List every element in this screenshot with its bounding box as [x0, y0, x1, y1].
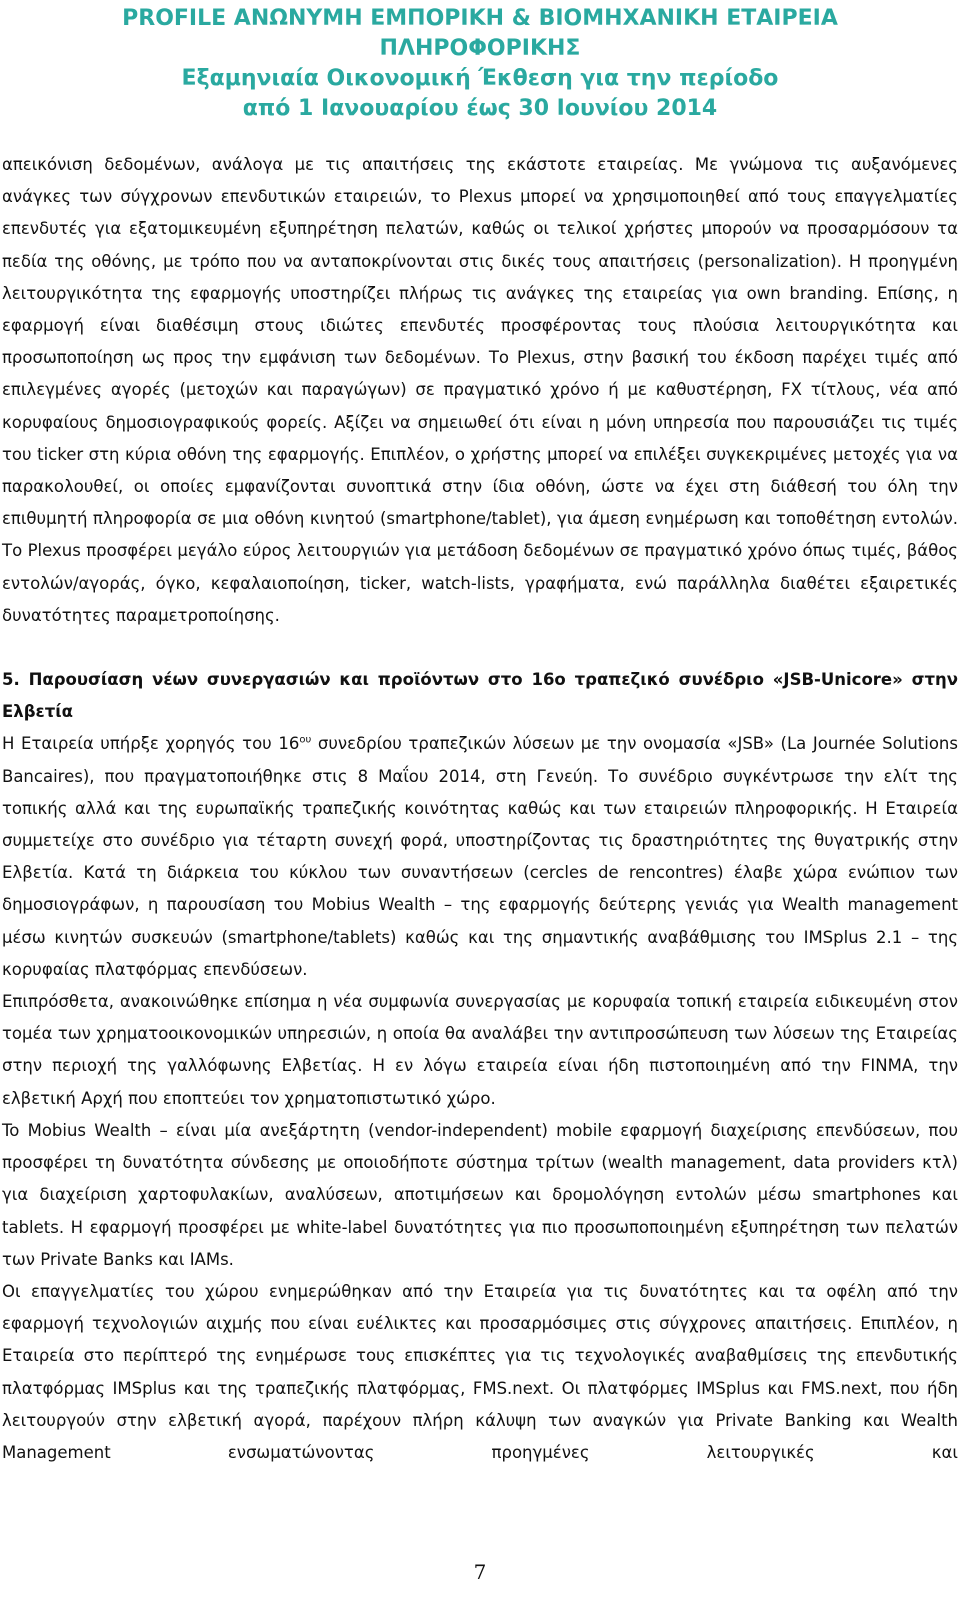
paragraph-mobius-wealth: To Mobius Wealth – είναι μία ανεξάρτητη (vendor-independent) mobile εφαρμογή διαχείρισης επενδύσεων, που προσφέρει τη δυνατότητα σύνδεσης με οποιοδήποτε σύστημα τρίτων (wealth management, data providers κτλ) για διαχείριση χαρτοφυλακίων, αναλύσεων, αποτιμήσεων και δρομολόγηση εντολών μέσω smartphones και tablets. Η εφαρμογή προσφέρει με white-label δυνατότητες για πιο προσωποποιημένη εξυπηρέτηση των πελατών των Private Banks και IAMs. — [2, 1120, 958, 1269]
paragraph-spacer — [2, 632, 958, 664]
header-company-name: PROFILE ΑΝΩΝΥΜΗ ΕΜΠΟΡΙΚΗ & ΒΙΟΜΗΧΑΝΙΚΗ ΕΤΑΙΡΕΙΑ — [122, 6, 838, 31]
paragraph-jsb-sponsorship — [2, 728, 958, 986]
page-number: 7 — [473, 1560, 487, 1584]
paragraph-platforms: Οι επαγγελματίες του χώρου ενημερώθηκαν από την Εταιρεία για τις δυνατότητες και τα οφέλη από την εφαρμογή τεχνολογιών αιχμής που είναι ευέλικτες και προσαρμόσιμες στις σύγχρονες απαιτήσεις. Επιπλέον, η Εταιρεία στο περίπτερό της ενημέρωσε τους επισκέπτες για τις τεχνολογικές αναβαθμίσεις της επενδυτικής πλατφόρμας IMSplus και της τραπεζικής πλατφόρμας, FMS.next. Οι πλατφόρμες IMSplus και FMS.next, που ήδη λειτουργούν στην ελβετική αγορά, παρέχουν πλήρη κάλυψη των αναγκών για Private Banking και Wealth Management ενσωματώνοντας προηγμένες λειτουργικές και — [2, 1281, 958, 1462]
header-company-name-cont: ΠΛΗΡΟΦΟΡΙΚΗΣ — [379, 36, 581, 61]
paragraph-partnership: Επιπρόσθετα, ανακοινώθηκε επίσημα η νέα συμφωνία συνεργασίας με κορυφαία τοπική εταιρεία ειδικευμένη στον τομέα των χρηματοοικονομικών υπηρεσιών, η οποία θα αναλάβει την αντιπροσώπευση των λύσεων της Εταιρείας στην περιοχή της γαλλόφωνης Ελβετίας. Η εν λόγω εταιρεία είναι ήδη πιστοποιημένη από την FINMA, την ελβετική Αρχή που εποπτεύει τον χρηματοπιστωτικό χώρο. — [2, 992, 958, 1108]
section-heading: 5. Παρουσίαση νέων συνεργασιών και προϊόντων στο 16ο τραπεζικό συνέδριο «JSB-Unicore» στην Ελβετία — [2, 670, 958, 722]
paragraph-jsb-rest: συνεδρίου τραπεζικών λύσεων με την ονομασία «JSB» (La Journée Solutions Bancaires), που πραγματοποιήθηκε στις 8 Μαΐου 2014, στη Γενεύη. Το συνέδριο συγκέντρωσε την ελίτ της τοπικής αλλά και της ευρωπαϊκής τραπεζικής κοινότητας καθώς και των εταιρειών πληροφορικής. Η Εταιρεία συμμετείχε στο συνέδριο για τέταρτη συνεχή φορά, υποστηρίζοντας τις δραστηριότητες της θυγατρικής στην Ελβετία. Κατά τη διάρκεια του κύκλου των συναντήσεων (cercles de rencontres) έλαβε χώρα ενώπιον των δημοσιογράφων, η παρουσίαση του Mobius Wealth – της εφαρμογής δεύτερης γενιάς για Wealth management μέσω κινητών συσκευών (smartphone/tablets) καθώς και της σημαντικής αναβάθμισης του IMSplus 2.1 – της κορυφαίας πλατφόρμας επενδύσεων. — [2, 734, 958, 979]
ordinal-superscript: ου — [299, 734, 312, 746]
paragraph-plexus: απεικόνιση δεδομένων, ανάλογα με τις απαιτήσεις της εκάστοτε εταιρείας. Με γνώμονα τις αυξανόμενες ανάγκες των σύγχρονων επενδυτικών εταιρειών, το Plexus μπορεί να χρησιμοποιηθεί από τους επαγγελματίες επενδυτές για εξατομικευμένη εξυπηρέτηση πελατών, καθώς οι τελικοί χρήστες μπορούν να προσαρμόσουν τα πεδία της οθόνης, με τρόπο που να ανταποκρίνονται στις δικές τους απαιτήσεις (personalization). Η προηγμένη λειτουργικότητα της εφαρμογής υποστηρίζει πλήρως τις ανάγκες της εταιρείας για own branding. Επίσης, η εφαρμογή είναι διαθέσιμη στους ιδιώτες επενδυτές προσφέροντας τους πλούσια λειτουργικότητα και προσωποποίηση ως προς την εμφάνιση των δεδομένων. Το Plexus, στην βασική του έκδοση παρέχει τιμές από επιλεγμένες αγορές (μετοχών και παραγώγων) σε πραγματικό χρόνο ή με καθυστέρηση, FX τίτλους, νέα από κορυφαίους δημοσιογραφικούς φορείς. Αξίζει να σημειωθεί ότι είναι η μόνη υπηρεσία που παρουσιάζει τις τιμές του ticker στη κύρια οθόνη της εφαρμογής. Επιπλέον, ο χρήστης μπορεί να επιλέξει συγκεκριμένες μετοχές για να παρακολουθεί, οι οποίες εμφανίζονται συνοπτικά στην ίδια οθόνη, ώστε να έχει στη διάθεσή του όλη την επιθυμητή πληροφορία σε μια οθόνη κινητού (smartphone/tablet), για άμεση ενημέρωση και τοποθέτηση εντολών. Το Plexus προσφέρει μεγάλο εύρος λειτουργιών για μετάδοση δεδομένων σε πραγματικό χρόνο όπως τιμές, βάθος εντολών/αγοράς, όγκο, κεφαλαιοποίηση, ticker, watch-lists, γραφήματα, ενώ παράλληλα διαθέτει εξαιρετικές δυνατότητες παραμετροποίησης. — [2, 155, 958, 625]
document-header — [0, 4, 960, 124]
header-report-period: από 1 Ιανουαρίου έως 30 Ιουνίου 2014 — [242, 96, 718, 121]
paragraph-jsb-start: Η Εταιρεία υπήρξε χορηγός του 16 — [2, 734, 300, 754]
header-report-title: Εξαμηνιαία Οικονομική Έκθεση για την περίοδο — [181, 66, 779, 91]
document-body — [2, 149, 958, 1469]
